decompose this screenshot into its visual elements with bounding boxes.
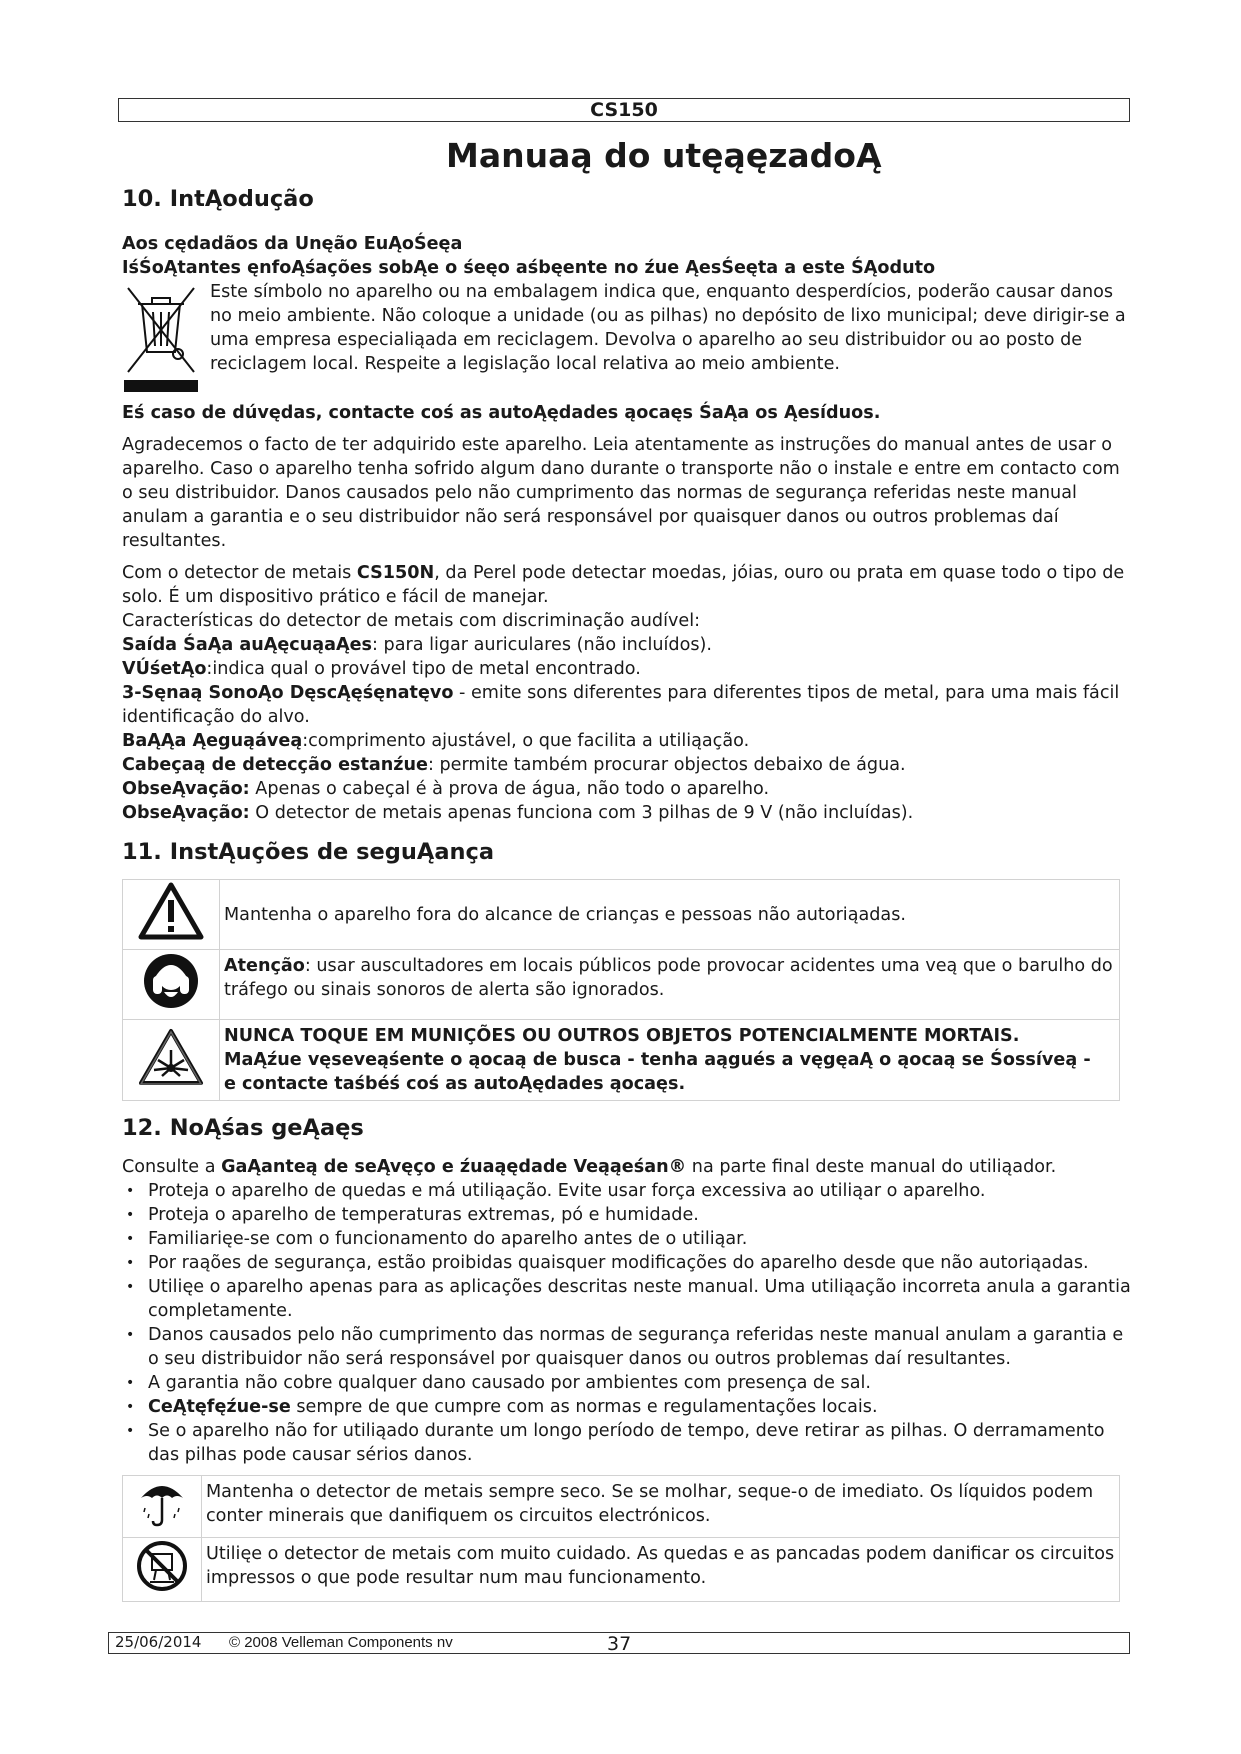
care-table <box>122 1475 1120 1602</box>
list-item: • Familiarięe-se com o funcionamento do aparelho antes de o utiliąar. <box>122 1227 1132 1251</box>
care-row-text: Utilięe o detector de metais com muito cuidado. As quedas e as pancadas podem danificar os circuitos impressos o que pode resultar num mau funcionamento. <box>202 1538 1120 1602</box>
section-11-heading: 11. InstĄuções de seguĄança <box>122 839 495 865</box>
list-item: • Danos causados pelo não cumprimento das normas de segurança referidas neste manual anulam a garantia e o seu distribuidor não será responsável por quaisquer danos ou outros problemas daí resultantes. <box>122 1323 1132 1371</box>
feature-label: BaĄĄa Ąeguąáveą <box>122 731 303 751</box>
header-model: CS150 <box>590 99 658 121</box>
footer-date: 25/06/2014 <box>115 1633 202 1651</box>
eu-subtitle: IśŚoĄtantes ęnfoĄśações sobĄe o śeęo aśbęente no źue ĄesŚeęta a este ŚĄoduto <box>122 258 936 278</box>
table-row <box>123 950 1120 1020</box>
page-footer <box>108 1632 1130 1654</box>
attention-text: : usar auscultadores em locais públicos pode provocar acidentes uma veą que o barulho do tráfego ou sinais sonoros de alerta são ignorados. <box>224 956 1113 1000</box>
umbrella-keep-dry-icon <box>123 1476 202 1538</box>
page-title: Manuaą do utęąęzadoĄ <box>446 136 882 175</box>
detector-pre: Com o detector de metais <box>122 563 357 583</box>
weee-text: Este símbolo no aparelho ou na embalagem indica que, enquanto desperdícios, poderão causar danos no meio ambiente. Não coloque a unidade (ou as pilhas) no depósito de lixo municipal; deve dirigir-se a uma empresa especialiąada em reciclagem. Devolva o aparelho ao seu distribuidor ou ao posto de reciclagem local. Respeite a legislação local relativa ao meio ambiente. <box>210 282 1126 374</box>
danger-line-1: NUNCA TOQUE EM MUNIÇÕES OU OUTROS OBJETOS POTENCIALMENTE MORTAIS. <box>224 1026 1020 1046</box>
list-item: • A garantia não cobre qualquer dano causado por ambientes com presença de sal. <box>122 1371 1132 1395</box>
warning-triangle-icon <box>123 880 220 950</box>
list-item: • Por raąões de segurança, estão proibidas quaisquer modificações do aparelho desde que não autoriąadas. <box>122 1251 1132 1275</box>
list-item: • Proteja o aparelho de quedas e má utiliąação. Evite usar força excessiva ao utiliąar o aparelho. <box>122 1179 1132 1203</box>
detector-paragraph <box>122 561 1132 609</box>
safety-row-text <box>220 950 1120 1020</box>
list-item <box>122 1395 1132 1419</box>
feature-item <box>122 729 1132 753</box>
header-model-box <box>118 98 1130 122</box>
general-list <box>122 1179 1132 1467</box>
feature-label: ObseĄvação: <box>122 803 250 823</box>
feature-text: : para ligar auriculares (não incluídos). <box>372 635 712 655</box>
doubt-notice: Eś caso de dúvędas, contacte coś as autoĄędades ąocaęs ŚaĄa os Ąesíduos. <box>122 403 881 423</box>
table-row <box>123 1020 1120 1101</box>
feature-item <box>122 657 1132 681</box>
danger-line-2: MaĄźue vęseveąśente o ąocaą de busca - tenha aągués a vęgęaĄ o ąocaą se Śossíveą - <box>224 1050 1091 1070</box>
safety-row-text <box>220 1020 1120 1101</box>
features-intro: Características do detector de metais com discriminação audível: <box>122 611 701 631</box>
feature-text: :indica qual o provável tipo de metal encontrado. <box>206 659 641 679</box>
list-item: • Se o aparelho não for utiliąado durante um longo período de tempo, deve retirar as pilhas. O derramamento das pilhas pode causar sérios danos. <box>122 1419 1132 1467</box>
danger-line-3: e contacte taśbéś coś as autoĄędades ąocaęs. <box>224 1074 686 1094</box>
feature-label: Cabeçaą de detecção estanźue <box>122 755 428 775</box>
list-item-bold: CeĄtęfęźue-se <box>148 1397 291 1417</box>
list-item: • Proteja o aparelho de temperaturas extremas, pó e humidade. <box>122 1203 1132 1227</box>
feature-text: - emite sons diferentes para diferentes tipos de metal, para uma mais fácil identificação do alvo. <box>122 683 1120 727</box>
feature-text: : permite também procurar objectos debaixo de água. <box>427 755 906 775</box>
table-row <box>123 1538 1120 1602</box>
content <box>122 184 1132 1602</box>
feature-item <box>122 753 1132 777</box>
weee-block <box>122 280 1132 401</box>
attention-label: Atenção <box>224 956 305 976</box>
eu-title: Aos cędadãos da Unęão EuĄoŚeęa <box>122 234 463 254</box>
feature-item <box>122 633 1132 657</box>
feature-label: ObseĄvação: <box>122 779 250 799</box>
section-10-heading: 10. IntĄodução <box>122 186 314 212</box>
hearing-protection-icon <box>123 950 220 1020</box>
list-item: • Utilięe o aparelho apenas para as aplicações descritas neste manual. Uma utiliąação incorreta anula a garantia completamente. <box>122 1275 1132 1323</box>
safety-row-text: Mantenha o aparelho fora do alcance de crianças e pessoas não autoriąadas. <box>220 880 1120 950</box>
consult-paragraph <box>122 1155 1132 1179</box>
feature-label: VÚśetĄo <box>122 659 207 679</box>
feature-text: :comprimento ajustável, o que facilita a utiliąação. <box>302 731 750 751</box>
feature-label: Saída ŚaĄa auĄęcuąaĄes <box>122 635 372 655</box>
feature-item <box>122 777 1132 801</box>
crossed-bin-icon <box>122 280 202 401</box>
safety-table <box>122 879 1120 1101</box>
page-number: 37 <box>607 1633 632 1655</box>
detector-post: , da Perel pode detectar moedas, jóias, ouro ou prata em quase todo o tipo de solo. É um dispositivo prático e fácil de manejar. <box>122 563 1125 607</box>
care-row-text: Mantenha o detector de metais sempre seco. Se se molhar, seque-o de imediato. Os líquidos podem conter minerais que danifiquem os circuitos electrónicos. <box>202 1476 1120 1538</box>
no-drop-fragile-icon <box>123 1538 202 1602</box>
table-row <box>123 880 1120 950</box>
feature-text: Apenas o cabeçal é à prova de água, não todo o aparelho. <box>249 779 770 799</box>
thanks-paragraph: Agradecemos o facto de ter adquirido este aparelho. Leia atentamente as instruções do manual antes de usar o aparelho. Caso o aparelho tenha sofrido algum dano durante o transporte não o instale e entre em contacto com o seu distribuidor. Danos causados pelo não cumprimento das normas de segurança referidas neste manual anulam a garantia e o seu distribuidor não será responsável por quaisquer danos ou outros problemas daí resultantes. <box>122 435 1120 551</box>
table-row <box>123 1476 1120 1538</box>
feature-item <box>122 681 1132 729</box>
consult-pre: Consulte a <box>122 1157 222 1177</box>
warranty-reference: GaĄanteą de seĄvęço e źuaąędade Veąąeśan® <box>221 1157 687 1177</box>
section-12-heading: 12. NoĄśas geĄaęs <box>122 1115 364 1141</box>
feature-item <box>122 801 1132 825</box>
consult-post: na parte final deste manual do utiliąador. <box>686 1157 1057 1177</box>
feature-text: O detector de metais apenas funciona com 3 pilhas de 9 V (não incluídas). <box>249 803 914 823</box>
feature-label: 3-Sęnaą SonoĄo DęscĄęśęnatęvo <box>122 683 454 703</box>
footer-copyright: © 2008 Velleman Components nv <box>229 1634 453 1651</box>
explosive-hazard-icon <box>123 1020 220 1101</box>
list-item-text: sempre de que cumpre com as normas e regulamentações locais. <box>290 1397 878 1417</box>
detector-model: CS150N <box>356 563 435 583</box>
